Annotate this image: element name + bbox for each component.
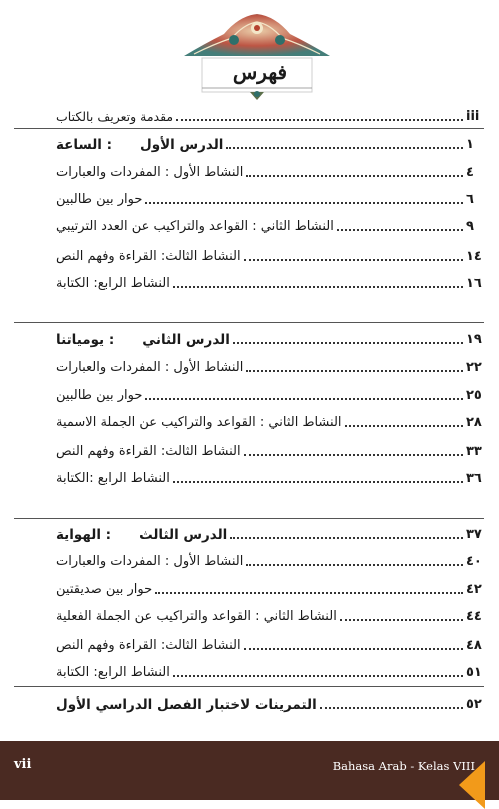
dot-leader	[233, 341, 463, 344]
dot-leader	[145, 397, 463, 400]
toc-label: النشاط الرابع: الكتابة	[56, 665, 170, 680]
toc-page-number: ٤٠	[466, 554, 482, 569]
toc-row[interactable]	[56, 214, 484, 236]
toc-label: حوار بين طالبين	[56, 192, 143, 207]
dot-leader	[340, 618, 463, 621]
toc-row[interactable]	[56, 410, 484, 432]
toc-label: التمرينات لاختبار الفصل الدراسي الأول	[56, 697, 317, 713]
toc-page-number: ١٤	[466, 249, 482, 264]
dot-leader	[145, 201, 463, 204]
toc-row[interactable]	[56, 160, 484, 182]
toc-page-number: ٤٤	[466, 609, 482, 624]
toc-row[interactable]	[56, 549, 484, 571]
toc-label: النشاط الثاني : القواعد والتراكيب عن العدد الترتيبي	[56, 219, 334, 234]
dot-leader	[320, 706, 463, 709]
toc-page-number: ٣٦	[466, 471, 482, 486]
divider	[14, 322, 484, 323]
toc-row[interactable]	[56, 187, 484, 209]
toc-label: الدرس الأول: الساعة	[56, 137, 224, 153]
toc-row[interactable]	[56, 604, 484, 626]
toc-page-number: ٢٨	[466, 415, 482, 430]
toc-row[interactable]	[56, 660, 484, 682]
toc-label: مقدمة وتعريف بالكتاب	[56, 109, 174, 124]
toc-label: حوار بين طالبين	[56, 388, 143, 403]
toc-page-number: ٥١	[466, 665, 482, 680]
toc-row-lesson-1[interactable]	[56, 132, 484, 154]
footer-bar	[0, 741, 499, 800]
dot-leader	[226, 146, 463, 149]
toc-page-number: iii	[466, 109, 480, 124]
dot-leader	[173, 480, 463, 483]
toc-row[interactable]	[56, 355, 484, 377]
toc-page-number: ٤	[466, 165, 474, 180]
toc-label: النشاط الثاني : القواعد والتراكيب عن الجملة الاسمية	[56, 415, 342, 430]
footer-book-title: Bahasa Arab - Kelas VIII	[332, 759, 475, 773]
toc-label: النشاط الرابع :الكتابة	[56, 471, 170, 486]
toc-page-number: ٣٧	[466, 527, 482, 542]
divider	[14, 518, 484, 519]
toc-label: النشاط الأول : المفردات والعبارات	[56, 165, 244, 180]
dot-leader	[173, 285, 463, 288]
dot-leader	[176, 118, 463, 121]
dot-leader	[246, 563, 463, 566]
toc-row[interactable]	[56, 577, 484, 599]
toc-row[interactable]	[56, 466, 484, 488]
toc-page-number: ٤٨	[466, 638, 482, 653]
toc-page-number: ٩	[466, 219, 474, 234]
toc-row-exercises[interactable]	[56, 692, 484, 714]
dot-leader	[244, 453, 463, 456]
dot-leader	[230, 536, 463, 539]
toc-page-number: ١٩	[466, 332, 482, 347]
toc-page-number: ٤٢	[466, 582, 482, 597]
dot-leader	[244, 258, 463, 261]
toc-label: النشاط الثالث: القراءة وفهم النص	[56, 638, 241, 653]
toc-row-intro[interactable]	[56, 104, 484, 126]
footer-page-number: vii	[14, 757, 32, 772]
dot-leader	[345, 424, 463, 427]
toc-label: النشاط الأول : المفردات والعبارات	[56, 554, 244, 569]
toc-page-number: ٦	[466, 192, 474, 207]
toc-page-number: ٣٣	[466, 444, 482, 459]
divider	[14, 686, 484, 687]
toc-row[interactable]	[56, 439, 484, 461]
dot-leader	[155, 591, 463, 594]
page-title: فهرس	[232, 60, 288, 84]
toc-label: النشاط الثالث: القراءة وفهم النص	[56, 249, 241, 264]
dot-leader	[173, 674, 463, 677]
toc-row[interactable]	[56, 244, 484, 266]
toc-row[interactable]	[56, 633, 484, 655]
toc-label: النشاط الثالث: القراءة وفهم النص	[56, 444, 241, 459]
toc-page-number: ٢٢	[466, 360, 482, 375]
toc-page-number: ٢٥	[466, 388, 482, 403]
toc-label: النشاط الأول : المفردات والعبارات	[56, 360, 244, 375]
dot-leader	[337, 228, 463, 231]
next-page-arrow-icon[interactable]	[459, 761, 485, 809]
dot-leader	[246, 174, 463, 177]
toc-row-lesson-3[interactable]	[56, 522, 484, 544]
toc-row[interactable]	[56, 271, 484, 293]
toc-label: الدرس الثاني: يومياتنا	[56, 332, 230, 348]
toc-page-number: ١٦	[466, 276, 482, 291]
toc-page-number: ٥٢	[466, 697, 482, 712]
toc-label: النشاط الثاني : القواعد والتراكيب عن الجملة الفعلية	[56, 609, 337, 624]
toc-label: حوار بين صديقتين	[56, 582, 153, 597]
toc-label: الدرس الثالث: الهواية	[56, 527, 228, 543]
toc-page-number: ١	[466, 137, 474, 152]
dot-leader	[244, 647, 463, 650]
toc-row-lesson-2[interactable]	[56, 327, 484, 349]
dot-leader	[246, 369, 463, 372]
divider	[14, 128, 484, 129]
toc-row[interactable]	[56, 383, 484, 405]
toc-label: النشاط الرابع: الكتابة	[56, 276, 170, 291]
